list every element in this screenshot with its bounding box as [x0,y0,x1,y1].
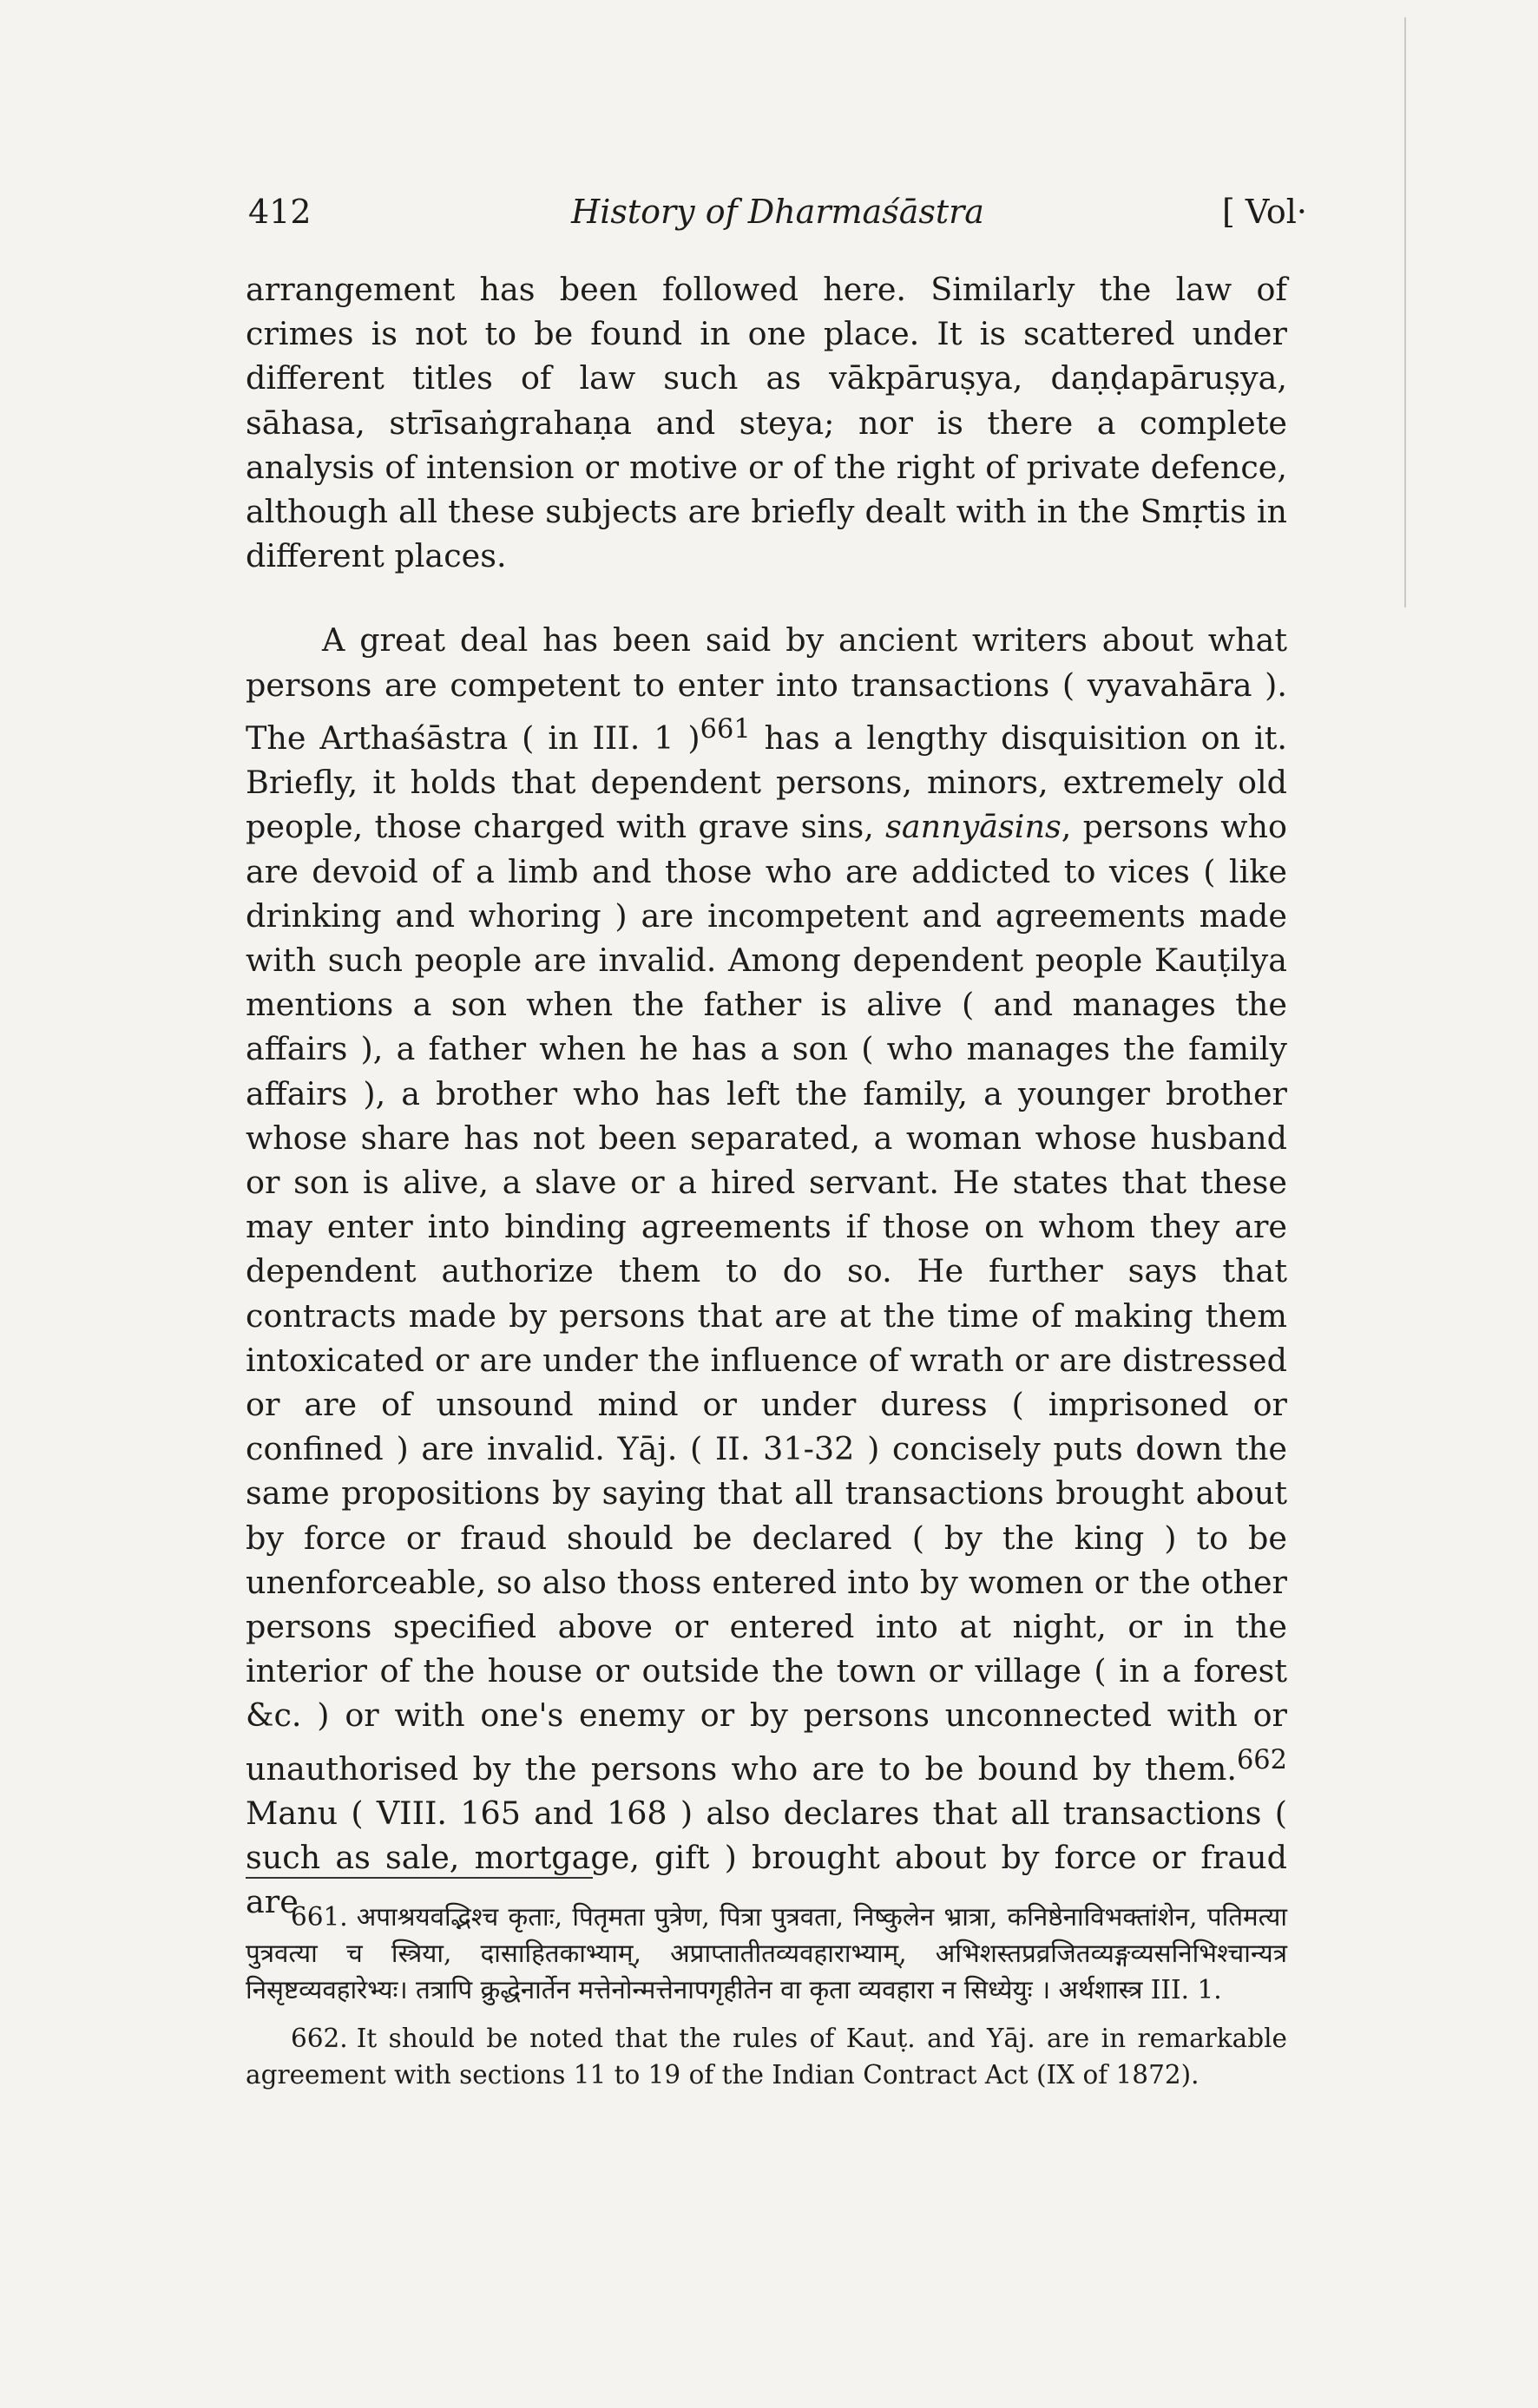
paragraph-2: A great deal has been said by ancient writers about what persons are competent to enter into transactions ( vyavahāra ). The Arthaśāstra ( in III. 1 )$^{661}$ has a lengthy disquisition on it. Briefly, it holds that dependent persons, minors, extremely old people, those charged with grave sins, sannyāsins, persons who are devoid of a limb and those who are addicted to vices ( like drinking and whoring ) are incompetent and agreements made with such people are invalid. Among dependent people Kauṭilya mentions a son when the father is alive ( and manages the affairs ), a father when he has a son ( who manages the family affairs ), a brother who has left the family, a younger brother whose share has not been separated, a woman whose husband or son is alive, a slave or a hired servant. He states that these may enter into binding agreements if those on whom they are dependent authorize them to do so. He further says that contracts made by persons that are at the time of making them intoxicated or are under the influence of wrath or are distressed or are of unsound mind or under duress ( imprisoned or confined ) are invalid. Yāj. ( II. 31-32 ) concisely puts down the same propositions by saying that all transactions brought about by force or fraud should be declared ( by the king ) to be unenforceable, so also thoss entered into by women or the other persons specified above or entered into at night, or in the interior of the house or outside the town or village ( in a forest &c. ) or with one's enemy or by persons unconnected with or unauthorised by the persons who are to be bound by them.$^{662}$ Manu ( VIII. 165 and 168 ) also declares that all transactions ( such as sale, mortgage, gift ) brought about by force or fraud are [246,621,1288,1921]
paragraph-1: arrangement has been followed here. Similarly the law of crimes is not to be found in one place. It is scattered under different titles of law such as vākpāruṣya, daṇḍapāruṣya, sāhasa, strīsaṅgrahaṇa and steya; nor is there a complete analysis of intension or motive or of the right of private defence, although all these subjects are briefly dealt with in the Smṛtis in different places. [246,271,1287,575]
footnote-ref-662: 662 [1236,1744,1287,1775]
footnote-text: अपाश्रयवद्भिश्च कृताः, पितृमता पुत्रेण, पित्रा पुत्रवता, निष्कुलेन भ्रात्रा, कनिष्ठेनाविभक्तांशेन, पतिमत्या पुत्रवत्या च स्त्रिया, दासाहितकाभ्याम्, अप्राप्तातीतव्यवहाराभ्याम्, अभिशस्तप्रव्रजितव्यङ्गव्यसनिभिश्चान्यत्र निसृष्टव्यवहारेभ्यः। तत्रापि क्रुद्धेनार्तेन मत्तेनोन्मत्तेनापगृहीतेन वा कृता व्यवहारा न सिध्येयुः । अर्थशास्त्र III. 1. [246,1902,1287,2004]
running-header [248,193,1307,245]
footnote-divider [246,1877,593,1879]
footnote-662 [246,2020,1287,2093]
volume-marker: [ Vol· [1222,193,1307,231]
footnote-text: It should be noted that the rules of Kauṭ. and Yāj. are in remarkable agreement with sections 11 to 19 of the Indian Contract Act (IX of 1872). [246,2024,1287,2090]
footnote-number: 662. [291,2024,348,2053]
margin-rule [1404,17,1406,607]
footnote-661 [246,1899,1287,2008]
page-number: 412 [248,193,312,231]
footnote-number: 661. [291,1902,348,1932]
footnotes [246,1899,1287,2093]
running-title: History of Dharmaśāstra [571,193,984,231]
main-text [246,267,1287,1925]
footnote-ref-661: 661 [700,713,751,745]
